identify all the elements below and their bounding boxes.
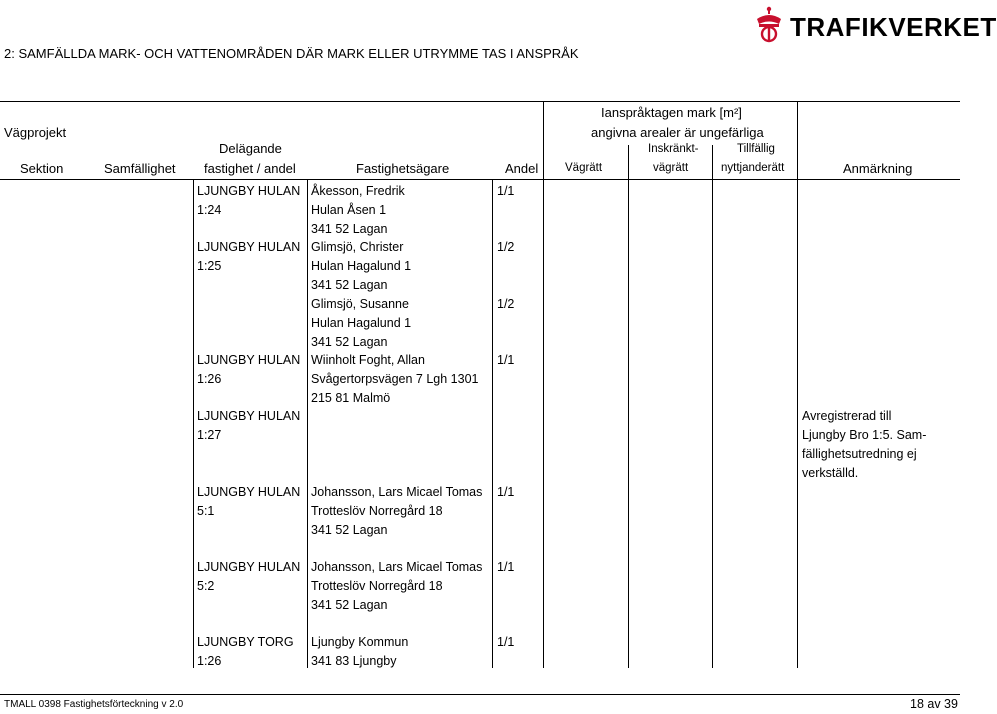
table-row-fastighet: LJUNGBY HULAN 1:27 [197,409,301,442]
angivna-heading: angivna arealer är ungefärliga [591,125,764,140]
col-divider-1 [193,180,194,668]
table-row-owner: Glimsjö, Susanne Hulan Hagalund 1 341 52 Lagan [311,297,412,349]
fastighetsagare-heading: Fastighetsägare [356,161,450,176]
inskrankt-heading-2: vägrätt [653,162,689,174]
table-row-andel: 1/1 [497,485,515,499]
table-row-fastighet: LJUNGBY HULAN 5:2 [197,560,301,593]
sektion-heading: Sektion [20,161,64,176]
header-rule-bottom [0,179,960,180]
inskrankt-heading-1: Inskränkt- [648,143,699,155]
table-row-fastighet: LJUNGBY HULAN 5:1 [197,485,301,518]
table-row-owner: Johansson, Lars Micael Tomas Trotteslöv Norregård 18 341 52 Lagan [311,560,483,612]
table-row-fastighet: LJUNGBY HULAN 1:26 [197,353,301,386]
section-title: 2: SAMFÄLLDA MARK- OCH VATTENOMRÅDEN DÄR MARK ELLER UTRYMME TAS I ANSPRÅK [4,46,579,61]
table-row-fastighet: LJUNGBY HULAN 1:25 [197,240,301,273]
page-number: 18 av 39 [910,697,958,711]
table-row-owner: Wiinholt Foght, Allan Svågertorpsvägen 7 Lgh 1301 215 81 Malmö [311,353,479,405]
table-row-owner: Johansson, Lars Micael Tomas Trotteslöv Norregård 18 341 52 Lagan [311,485,483,537]
table-row-owner: Ljungby Kommun 341 83 Ljungby [311,635,409,668]
table-row-fastighet: LJUNGBY HULAN 1:24 [197,184,301,217]
tillfallig-heading-1: Tillfällig [737,143,775,155]
table-row-owner: Åkesson, Fredrik Hulan Åsen 1 341 52 Lagan [311,184,405,236]
ianspraktagen-heading: Ianspråktagen mark [m²] [601,105,742,120]
col-divider-6 [712,145,713,668]
table-row-andel: 1/2 [497,297,515,311]
tillfallig-heading-2: nyttjanderätt [721,162,785,174]
col-divider-5 [628,145,629,668]
anmarkning-heading: Anmärkning [843,161,913,176]
vagratt-heading: Vägrätt [565,162,603,174]
delagande-heading-1: Delägande [219,141,282,156]
col-divider-3 [492,180,493,668]
trafikverket-logo-text: TRAFIKVERKET [790,12,997,42]
table-row-andel: 1/1 [497,353,515,367]
trafikverket-crown-icon [752,5,786,48]
footer-rule [0,694,960,695]
table-row-andel: 1/1 [497,184,515,198]
andel-heading: Andel [505,161,539,176]
table-row-fastighet: LJUNGBY TORG 1:26 [197,635,294,668]
delagande-heading-2: fastighet / andel [204,161,296,176]
vagprojekt-heading: Vägprojekt [4,125,67,140]
table-row-andel: 1/1 [497,560,515,574]
table-row-owner: Glimsjö, Christer Hulan Hagalund 1 341 52 Lagan [311,240,412,292]
header-rule-top [0,101,960,102]
footer-doc-id: TMALL 0398 Fastighetsförteckning v 2.0 [4,699,184,710]
col-divider-2 [307,180,308,668]
col-divider-7 [797,101,798,668]
table-row-andel: 1/2 [497,240,515,254]
table-row-anmarkning: Avregistrerad till Ljungby Bro 1:5. Sam- fällighetsutredning ej verkställd. [802,409,927,480]
samfallighet-heading: Samfällighet [104,161,176,176]
table-row-andel: 1/1 [497,635,515,649]
col-divider-4 [543,101,544,668]
